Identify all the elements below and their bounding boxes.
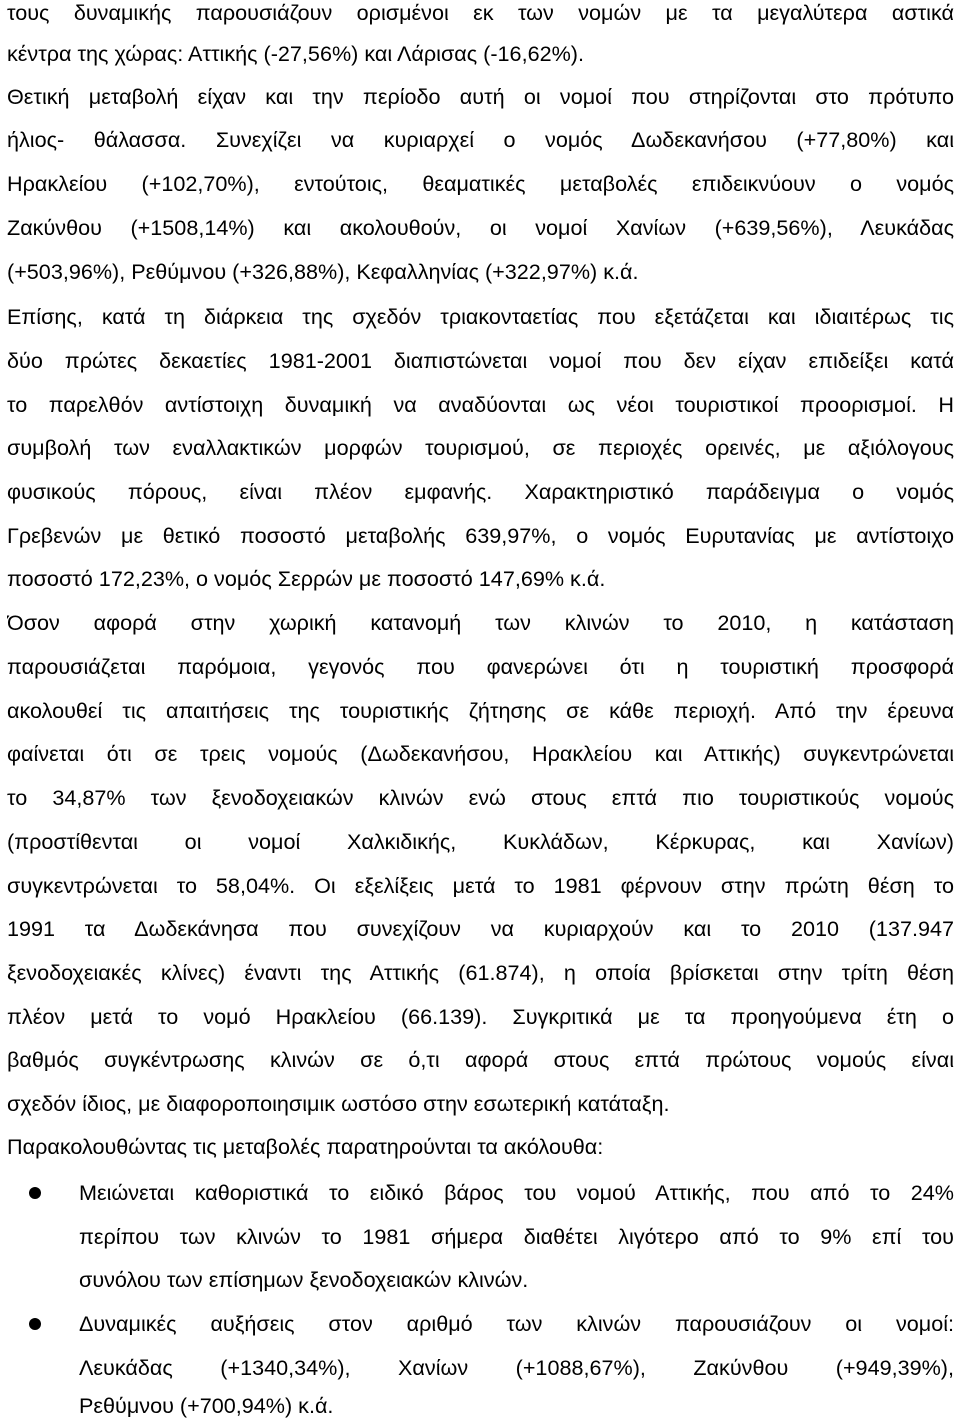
text-line: ξενοδοχειακές κλίνες) έναντι της Αττικής (61.874), η οποία βρίσκεται στην τρίτη θέση xyxy=(7,960,954,985)
text-line: φαίνεται ότι σε τρεις νομούς (Δωδεκανήσου, Ηρακλείου και Αττικής) συγκεντρώνεται xyxy=(7,741,954,766)
text-line: παρουσιάζεται παρόμοια, γεγονός που φανερώνει ότι η τουριστική προσφορά xyxy=(7,654,954,679)
text-line: ήλιος- θάλασσα. Συνεχίζει να κυριαρχεί ο νομός Δωδεκανήσου (+77,80%) και xyxy=(7,127,954,152)
text-line: 1991 τα Δωδεκάνησα που συνεχίζουν να κυριαρχούν και το 2010 (137.947 xyxy=(7,916,954,941)
text-line: φυσικούς πόρους, είναι πλέον εμφανής. Χαρακτηριστικό παράδειγμα ο νομός xyxy=(7,479,954,504)
bullet-icon xyxy=(29,1187,41,1199)
text-line: Θετική μεταβολή είχαν και την περίοδο αυτή οι νομοί που στηρίζονται στο πρότυπο xyxy=(7,84,954,109)
text-line: Όσον αφορά στην χωρική κατανομή των κλινών το 2010, η κατάσταση xyxy=(7,610,954,635)
text-line: Παρακολουθώντας τις μεταβολές παρατηρούνται τα ακόλουθα: xyxy=(7,1134,604,1159)
list-item-line: Λευκάδας (+1340,34%), Χανίων (+1088,67%), Ζακύνθου (+949,39%), xyxy=(79,1355,954,1380)
text-line: πλέον μετά το νομό Ηρακλείου (66.139). Συγκριτικά με τα προηγούμενα έτη ο xyxy=(7,1004,954,1029)
text-line: κέντρα της χώρας: Αττικής (-27,56%) και Λάρισας (-16,62%). xyxy=(7,41,584,66)
text-line: τους δυναμικής παρουσιάζουν ορισμένοι εκ των νομών με τα μεγαλύτερα αστικά xyxy=(7,0,954,25)
text-line: Ηρακλείου (+102,70%), εντούτοις, θεαματικές μεταβολές επιδεικνύουν ο νομός xyxy=(7,171,954,196)
text-line: Επίσης, κατά τη διάρκεια της σχεδόν τριακονταετίας που εξετάζεται και ιδιαιτέρως τις xyxy=(7,304,954,329)
bullet-icon xyxy=(29,1318,41,1330)
text-line: βαθμός συγκέντρωσης κλινών σε ό,τι αφορά στους επτά πρώτους νομούς είναι xyxy=(7,1047,954,1072)
text-line: σχεδόν ίδιος, με διαφοροποιησιμικ ωστόσο στην εσωτερική κατάταξη. xyxy=(7,1091,670,1116)
text-line: ακολουθεί τις απαιτήσεις της τουριστικής ζήτησης σε κάθε περιοχή. Από την έρευνα xyxy=(7,698,954,723)
text-line: ποσοστό 172,23%, ο νομός Σερρών με ποσοστό 147,69% κ.ά. xyxy=(7,566,606,591)
list-item-line: Μειώνεται καθοριστικά το ειδικό βάρος του νομού Αττικής, που από το 24% xyxy=(79,1180,954,1205)
text-line: το 34,87% των ξενοδοχειακών κλινών ενώ στους επτά πιο τουριστικούς νομούς xyxy=(7,785,954,810)
text-line: Γρεβενών με θετικό ποσοστό μεταβολής 639,97%, ο νομός Ευρυτανίας με αντίστοιχο xyxy=(7,523,954,548)
list-item-line: περίπου των κλινών το 1981 σήμερα διαθέτει λιγότερο από το 9% επί του xyxy=(79,1224,954,1249)
text-line: συμβολή των εναλλακτικών μορφών τουρισμού, σε περιοχές ορεινές, με αξιόλογους xyxy=(7,435,954,460)
list-item-line: συνόλου των επίσημων ξενοδοχειακών κλινών. xyxy=(79,1267,529,1292)
text-line: Ζακύνθου (+1508,14%) και ακολουθούν, οι νομοί Χανίων (+639,56%), Λευκάδας xyxy=(7,215,954,240)
list-item-line: Δυναμικές αυξήσεις στον αριθμό των κλινών παρουσιάζουν οι νομοί: xyxy=(79,1311,954,1336)
text-line: (+503,96%), Ρεθύμνου (+326,88%), Κεφαλληνίας (+322,97%) κ.ά. xyxy=(7,259,639,284)
text-line: συγκεντρώνεται το 58,04%. Οι εξελίξεις μετά το 1981 φέρνουν στην πρώτη θέση το xyxy=(7,873,954,898)
list-item-line: Ρεθύμνου (+700,94%) κ.ά. xyxy=(79,1393,334,1418)
text-line: (προστίθενται οι νομοί Χαλκιδικής, Κυκλάδων, Κέρκυρας, και Χανίων) xyxy=(7,829,954,854)
text-line: το παρελθόν αντίστοιχη δυναμική να αναδύονται ως νέοι τουριστικοί προορισμοί. Η xyxy=(7,392,954,417)
text-line: δύο πρώτες δεκαετίες 1981-2001 διαπιστώνεται νομοί που δεν είχαν επιδείξει κατά xyxy=(7,348,954,373)
